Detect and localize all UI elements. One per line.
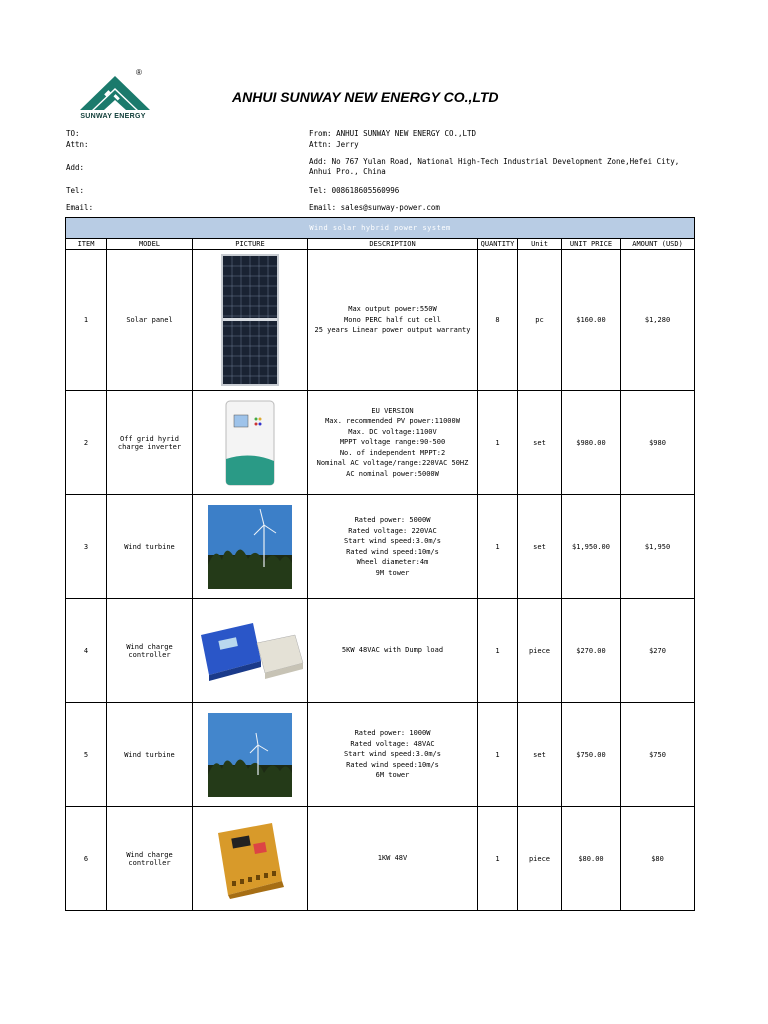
item-cell: 1 [66, 250, 107, 391]
table-row [66, 599, 695, 703]
picture-cell [193, 250, 308, 391]
col-item: ITEM [66, 239, 107, 250]
model-cell: Wind charge controller [107, 807, 193, 911]
from-email: Email: sales@sunway-power.com [309, 203, 440, 212]
solar-panel-icon [221, 254, 279, 386]
quantity-cell: 8 [478, 250, 518, 391]
model-cell: Wind turbine [107, 495, 193, 599]
unit-price-cell: $980.00 [562, 391, 621, 495]
small-controller-icon [210, 819, 290, 899]
picture-cell [193, 703, 308, 807]
description-cell: EU VERSION Max. recommended PV power:11000W Max. DC voltage:1100V MPPT voltage range:90-500 No. of independent MPPT:2 Nominal AC voltage/range:220VAC 50HZ AC nominal power:5000W [308, 391, 478, 495]
table-row [66, 250, 695, 391]
col-description: DESCRIPTION [308, 239, 478, 250]
unit-cell: piece [518, 807, 562, 911]
table-row [66, 391, 695, 495]
item-cell: 5 [66, 703, 107, 807]
quantity-cell: 1 [478, 599, 518, 703]
quotation-table [65, 217, 695, 911]
item-cell: 6 [66, 807, 107, 911]
item-cell: 2 [66, 391, 107, 495]
unit-cell: set [518, 703, 562, 807]
registered-mark: ® [136, 68, 142, 77]
unit-price-cell: $750.00 [562, 703, 621, 807]
wind-turbine-icon [208, 713, 292, 797]
picture-cell [193, 391, 308, 495]
wind-turbine-icon [208, 505, 292, 589]
unit-price-cell: $1,950.00 [562, 495, 621, 599]
description-cell: Max output power:550W Mono PERC half cut cell 25 years Linear power output warranty [308, 250, 478, 391]
unit-price-cell: $80.00 [562, 807, 621, 911]
table-row [66, 703, 695, 807]
item-cell: 3 [66, 495, 107, 599]
model-cell: Wind turbine [107, 703, 193, 807]
description-cell: Rated power: 1000W Rated voltage: 48VAC Start wind speed:3.0m/s Rated wind speed:10m/s 6M tower [308, 703, 478, 807]
unit-cell: set [518, 391, 562, 495]
description-cell: 5KW 48VAC with Dump load [308, 599, 478, 703]
picture-cell [193, 599, 308, 703]
company-title: ANHUI SUNWAY NEW ENERGY CO.,LTD [232, 89, 499, 105]
model-cell: Solar panel [107, 250, 193, 391]
unit-price-cell: $160.00 [562, 250, 621, 391]
from-tel: Tel: 008618605560996 [309, 186, 400, 195]
inverter-icon [222, 399, 278, 487]
to-attn-label: Attn: [66, 140, 89, 149]
model-cell: Wind charge controller [107, 599, 193, 703]
unit-price-cell: $270.00 [562, 599, 621, 703]
description-cell: Rated power: 5000W Rated voltage: 220VAC Start wind speed:3.0m/s Rated wind speed:10m/s Wheel diameter:4m 9M tower [308, 495, 478, 599]
from-address: Add: No 767 Yulan Road, National High-Tech Industrial Development Zone,Hefei City, Anhui Pro., China [309, 157, 680, 176]
col-unit: Unit [518, 239, 562, 250]
unit-cell: set [518, 495, 562, 599]
unit-cell: piece [518, 599, 562, 703]
unit-cell: pc [518, 250, 562, 391]
model-cell: Off grid hyrid charge inverter [107, 391, 193, 495]
quantity-cell: 1 [478, 391, 518, 495]
picture-cell [193, 495, 308, 599]
table-title: Wind solar hybrid power system [66, 218, 695, 239]
item-cell: 4 [66, 599, 107, 703]
logo-text: SUNWAY ENERGY [80, 113, 146, 120]
col-picture: PICTURE [193, 239, 308, 250]
to-add-label: Add: [66, 163, 85, 172]
col-unit-price: UNIT PRICE [562, 239, 621, 250]
to-email-label: Email: [66, 203, 94, 212]
from-company: From: ANHUI SUNWAY NEW ENERGY CO.,LTD [309, 129, 477, 138]
amount-cell: $270 [621, 599, 695, 703]
picture-cell [193, 807, 308, 911]
quantity-cell: 1 [478, 703, 518, 807]
amount-cell: $1,280 [621, 250, 695, 391]
amount-cell: $980 [621, 391, 695, 495]
from-attn: Attn: Jerry [309, 140, 359, 149]
to-label: TO: [66, 129, 80, 138]
col-quantity: QUANTITY [478, 239, 518, 250]
table-row [66, 495, 695, 599]
quantity-cell: 1 [478, 807, 518, 911]
col-amount: AMOUNT (USD) [621, 239, 695, 250]
controller-icon [195, 615, 305, 687]
amount-cell: $750 [621, 703, 695, 807]
amount-cell: $80 [621, 807, 695, 911]
quantity-cell: 1 [478, 495, 518, 599]
to-tel-label: Tel: [66, 186, 85, 195]
col-model: MODEL [107, 239, 193, 250]
table-row [66, 807, 695, 911]
description-cell: 1KW 48V [308, 807, 478, 911]
amount-cell: $1,950 [621, 495, 695, 599]
